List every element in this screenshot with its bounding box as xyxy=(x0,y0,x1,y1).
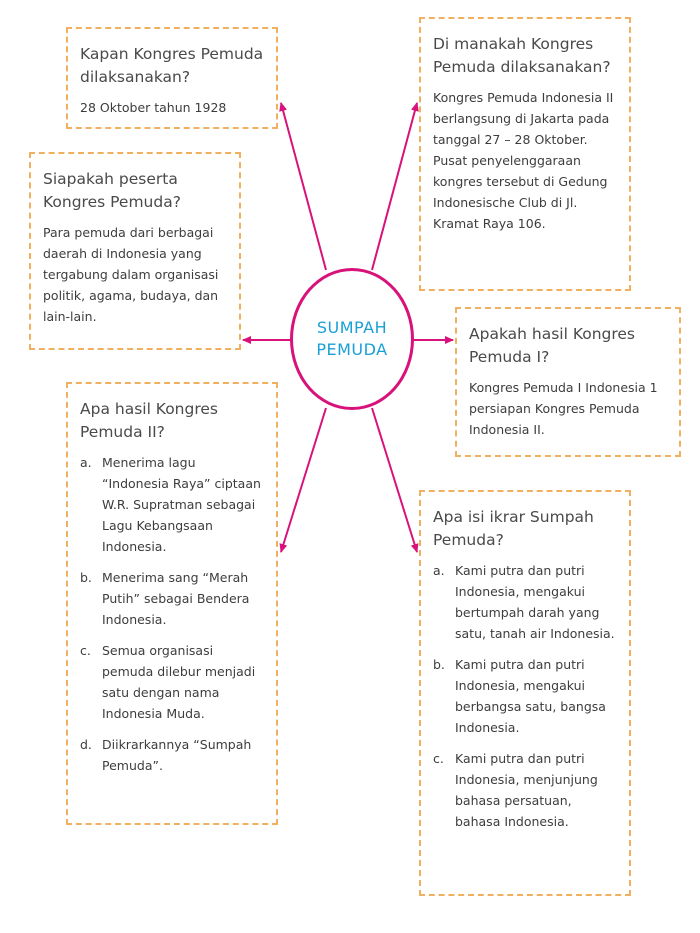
list-marker: d. xyxy=(80,737,92,752)
list-item xyxy=(433,560,617,644)
central-topic-line2: PEMUDA xyxy=(316,340,388,359)
central-topic-line1: SUMPAH xyxy=(316,318,388,337)
answer-siapakah: Para pemuda dari berbagai daerah di Indonesia yang tergabung dalam organisasi politik, agama, budaya, dan lain-lain. xyxy=(43,225,219,324)
list-marker: c. xyxy=(433,751,444,766)
list-marker: c. xyxy=(80,643,91,658)
central-topic-label xyxy=(316,317,387,361)
list-marker: a. xyxy=(433,563,445,578)
list-text: Kami putra dan putri Indonesia, mengakui bertumpah darah yang satu, tanah air Indonesia. xyxy=(455,563,615,641)
list-item xyxy=(433,654,617,738)
list-marker: b. xyxy=(433,657,445,672)
list-item xyxy=(80,567,264,630)
box-hasil-1 xyxy=(455,307,681,457)
list-text: Semua organisasi pemuda dilebur menjadi satu dengan nama Indonesia Muda. xyxy=(102,643,256,721)
question-ikrar: Apa isi ikrar Sumpah Pemuda? xyxy=(433,508,594,549)
list-item xyxy=(433,748,617,832)
arrow-to-ikrar xyxy=(372,408,417,552)
list-hasil-2 xyxy=(80,452,264,776)
answer-hasil-1: Kongres Pemuda I Indonesia 1 persiapan Kongres Pemuda Indonesia II. xyxy=(469,380,658,437)
list-marker: b. xyxy=(80,570,92,585)
box-siapakah xyxy=(29,152,241,350)
list-text: Diikrarkannya “Sumpah Pemuda”. xyxy=(102,737,252,773)
list-ikrar xyxy=(433,560,617,832)
list-text: Menerima sang “Merah Putih” sebagai Bendera Indonesia. xyxy=(102,570,250,627)
arrow-to-kapan xyxy=(281,103,326,270)
box-hasil-2 xyxy=(66,382,278,825)
list-item xyxy=(80,452,264,557)
list-item xyxy=(80,640,264,724)
arrow-to-hasil2 xyxy=(281,408,326,552)
question-kapan: Kapan Kongres Pemuda dilaksanakan? xyxy=(80,45,264,86)
box-ikrar xyxy=(419,490,631,896)
answer-kapan: 28 Oktober tahun 1928 xyxy=(80,100,227,115)
answer-dimana: Kongres Pemuda Indonesia II berlangsung di Jakarta pada tanggal 27 – 28 Oktober. Pusat penyelenggaraan kongres tersebut di Gedung Indonesische Club di Jl. Kramat Raya 106. xyxy=(433,90,614,231)
list-item xyxy=(80,734,264,776)
question-dimana: Di manakah Kongres Pemuda dilaksanakan? xyxy=(433,35,611,76)
question-siapakah: Siapakah peserta Kongres Pemuda? xyxy=(43,170,181,211)
box-kapan xyxy=(66,27,278,129)
question-hasil-2: Apa hasil Kongres Pemuda II? xyxy=(80,400,218,441)
question-hasil-1: Apakah hasil Kongres Pemuda I? xyxy=(469,325,636,366)
list-text: Kami putra dan putri Indonesia, mengakui berbangsa satu, bangsa Indonesia. xyxy=(455,657,606,735)
central-topic xyxy=(290,268,414,410)
list-text: Kami putra dan putri Indonesia, menjunjung bahasa persatuan, bahasa Indonesia. xyxy=(455,751,598,829)
list-text: Menerima lagu “Indonesia Raya” ciptaan W.R. Supratman sebagai Lagu Kebangsaan Indonesia. xyxy=(102,455,261,554)
box-dimana xyxy=(419,17,631,291)
list-marker: a. xyxy=(80,455,92,470)
arrow-to-dimana xyxy=(372,103,417,270)
